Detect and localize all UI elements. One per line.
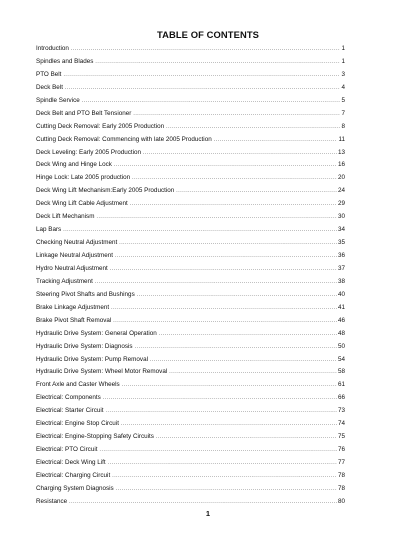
toc-entry-label: Steering Pivot Shafts and Bushings <box>36 290 135 298</box>
toc-entry-label: Tracking Adjustment <box>36 277 93 285</box>
toc-entry-page: 37 <box>337 264 345 272</box>
dot-leader <box>82 95 341 108</box>
dot-leader <box>137 289 337 302</box>
toc-entry-page: 75 <box>337 433 345 441</box>
toc-entry[interactable] <box>36 185 345 198</box>
toc-entry-page: 58 <box>337 368 345 376</box>
toc-entry[interactable] <box>36 250 345 263</box>
toc-entry[interactable] <box>36 211 345 224</box>
toc-entry[interactable] <box>36 276 345 289</box>
toc-entry-label: Hydro Neutral Adjustment <box>36 264 108 272</box>
dot-leader <box>214 134 338 147</box>
toc-entry-label: Spindle Service <box>36 96 80 104</box>
toc-entry-page: 74 <box>337 420 345 428</box>
toc-entry[interactable] <box>36 405 345 418</box>
toc-entry[interactable] <box>36 483 345 496</box>
toc-entry-page: 13 <box>337 148 345 156</box>
toc-entry-page: 4 <box>341 83 345 91</box>
toc-entry[interactable] <box>36 302 345 315</box>
toc-entry[interactable] <box>36 224 345 237</box>
dot-leader <box>111 302 337 315</box>
toc-entry-page: 34 <box>337 226 345 234</box>
toc-entry-page: 24 <box>337 187 345 195</box>
toc-entry-label: Brake Pivot Shaft Removal <box>36 316 112 324</box>
toc-entry-page: 11 <box>338 135 345 143</box>
toc-entry-page: 36 <box>337 252 345 259</box>
toc-entry[interactable] <box>36 315 345 328</box>
toc-entry-label: Hinge Lock: Late 2005 production <box>36 174 131 182</box>
dot-leader <box>135 341 337 354</box>
toc-entry-label: Deck Leveling: Early 2005 Production <box>36 148 142 156</box>
toc-entry[interactable] <box>36 354 345 367</box>
toc-entry[interactable] <box>36 198 345 211</box>
toc-entry-label: Electrical: PTO Circuit <box>36 446 98 454</box>
toc-entry-label: Resistance <box>36 497 68 505</box>
toc-entry[interactable] <box>36 263 345 276</box>
toc-entry-page: 66 <box>337 394 345 402</box>
dot-leader <box>166 121 340 134</box>
toc-entry-label: Electrical: Components <box>36 394 101 402</box>
toc-entry-page: 35 <box>337 239 345 247</box>
toc-entry[interactable] <box>36 289 345 302</box>
toc-title: TABLE OF CONTENTS <box>156 29 260 40</box>
toc-entry-label: Deck Wing Lift Mechanism:Early 2005 Production <box>36 187 175 195</box>
dot-leader <box>65 82 341 95</box>
toc-entry[interactable] <box>36 108 345 121</box>
toc-entry-label: Linkage Neutral Adjustment <box>36 252 114 259</box>
toc-entry[interactable] <box>36 496 345 509</box>
dot-leader <box>95 56 340 69</box>
dot-leader <box>115 250 337 263</box>
toc-entry-label: Electrical: Engine-Stopping Safety Circuits <box>36 433 154 441</box>
toc-entry-page: 48 <box>337 329 345 337</box>
toc-entry-page: 5 <box>341 96 345 104</box>
toc-entry[interactable] <box>36 237 345 250</box>
dot-leader <box>130 198 337 211</box>
dot-leader <box>108 457 337 470</box>
toc-entry-page: 30 <box>337 213 345 221</box>
dot-leader <box>156 431 337 444</box>
toc-entry-label: Checking Neutral Adjustment <box>36 239 118 247</box>
dot-leader <box>114 159 337 172</box>
toc-entry[interactable] <box>36 56 345 69</box>
toc-entry-page: 78 <box>337 484 345 492</box>
dot-leader <box>176 185 337 198</box>
toc-entry[interactable] <box>36 341 345 354</box>
toc-entry-label: Spindles and Blades <box>36 57 94 65</box>
dot-leader <box>143 147 337 160</box>
toc-entry-label: Hydraulic Drive System: Wheel Motor Removal <box>36 368 168 376</box>
dot-leader <box>116 483 337 496</box>
toc-entry[interactable] <box>36 82 345 95</box>
toc-entry-label: Electrical: Deck Wing Lift <box>36 459 106 466</box>
toc-entry[interactable] <box>36 95 345 108</box>
toc-entry-page: 61 <box>337 381 345 389</box>
toc-entry-page: 54 <box>337 355 345 363</box>
dot-leader <box>132 172 337 185</box>
toc-entry-label: Electrical: Starter Circuit <box>36 407 104 415</box>
toc-entry-page: 3 <box>341 70 345 78</box>
toc-entry-page: 29 <box>337 200 345 208</box>
toc-entry-label: Electrical: Engine Stop Circuit <box>36 420 119 428</box>
dot-leader <box>112 470 337 483</box>
toc-entry-label: Deck Wing and Hinge Lock <box>36 161 112 169</box>
toc-entry-page: 41 <box>337 303 345 311</box>
toc-entry-page: 77 <box>337 459 345 466</box>
toc-entry-label: Introduction <box>36 45 69 52</box>
toc-entry[interactable] <box>36 457 345 470</box>
dot-leader <box>69 496 337 509</box>
dot-leader <box>106 405 337 418</box>
toc-entry-label: Front Axle and Caster Wheels <box>36 381 120 389</box>
toc-entry-label: PTO Belt <box>36 70 62 78</box>
toc-entry[interactable] <box>36 159 345 172</box>
dot-leader <box>121 418 337 431</box>
toc-entry-label: Hydraulic Drive System: General Operation <box>36 329 157 337</box>
toc-entry[interactable] <box>36 43 345 56</box>
toc-entry[interactable] <box>36 134 345 147</box>
toc-list <box>36 43 345 509</box>
toc-entry-label: Hydraulic Drive System: Diagnosis <box>36 342 133 350</box>
page-number: 1 <box>205 509 211 518</box>
toc-entry-page: 40 <box>337 290 345 298</box>
toc-entry-label: Lap Bars <box>36 226 62 234</box>
toc-entry-label: Deck Belt <box>36 83 63 91</box>
toc-entry[interactable] <box>36 470 345 483</box>
toc-entry-page: 73 <box>337 407 345 415</box>
dot-leader <box>95 276 337 289</box>
dot-leader <box>119 237 337 250</box>
toc-entry-label: Cutting Deck Removal: Commencing with late 2005 Production <box>36 135 212 143</box>
toc-entry-label: Charging System Diagnosis <box>36 484 114 492</box>
toc-entry-page: 8 <box>341 122 345 130</box>
toc-entry-label: Hydraulic Drive System: Pump Removal <box>36 355 148 363</box>
toc-entry-label: Deck Belt and PTO Belt Tensioner <box>36 109 132 117</box>
toc-entry[interactable] <box>36 172 345 185</box>
dot-leader <box>113 315 337 328</box>
dot-leader <box>99 444 337 457</box>
dot-leader <box>150 354 337 367</box>
toc-entry-page: 16 <box>337 161 345 169</box>
dot-leader <box>133 108 340 121</box>
dot-leader <box>159 328 337 341</box>
toc-entry[interactable] <box>36 69 345 82</box>
toc-entry-label: Cutting Deck Removal: Early 2005 Production <box>36 122 165 130</box>
toc-entry[interactable] <box>36 147 345 160</box>
dot-leader <box>169 366 337 379</box>
toc-entry[interactable] <box>36 379 345 392</box>
toc-entry-page: 7 <box>341 109 345 117</box>
dot-leader <box>63 69 340 82</box>
toc-entry-page: 20 <box>337 174 345 182</box>
toc-entry[interactable] <box>36 392 345 405</box>
toc-entry-page: 78 <box>337 471 345 479</box>
toc-entry-page: 1 <box>341 45 345 52</box>
dot-leader <box>63 224 337 237</box>
toc-entry-label: Brake Linkage Adjustment <box>36 303 110 311</box>
dot-leader <box>122 379 337 392</box>
dot-leader <box>96 211 337 224</box>
toc-entry[interactable] <box>36 366 345 379</box>
toc-entry[interactable] <box>36 328 345 341</box>
toc-entry-page: 80 <box>337 497 345 505</box>
toc-entry-page: 50 <box>337 342 345 350</box>
toc-entry[interactable] <box>36 121 345 134</box>
toc-entry-label: Deck Lift Mechanism <box>36 213 95 221</box>
toc-entry-page: 76 <box>337 446 345 454</box>
toc-entry-page: 46 <box>337 316 345 324</box>
toc-entry[interactable] <box>36 444 345 457</box>
dot-leader <box>71 43 341 56</box>
toc-entry-label: Deck Wing Lift Cable Adjustment <box>36 200 128 208</box>
toc-entry-label: Electrical: Charging Circuit <box>36 471 111 479</box>
dot-leader <box>103 392 337 405</box>
dot-leader <box>110 263 337 276</box>
toc-entry[interactable] <box>36 418 345 431</box>
toc-entry-page: 1 <box>341 57 345 65</box>
toc-entry-page: 38 <box>337 277 345 285</box>
toc-entry[interactable] <box>36 431 345 444</box>
